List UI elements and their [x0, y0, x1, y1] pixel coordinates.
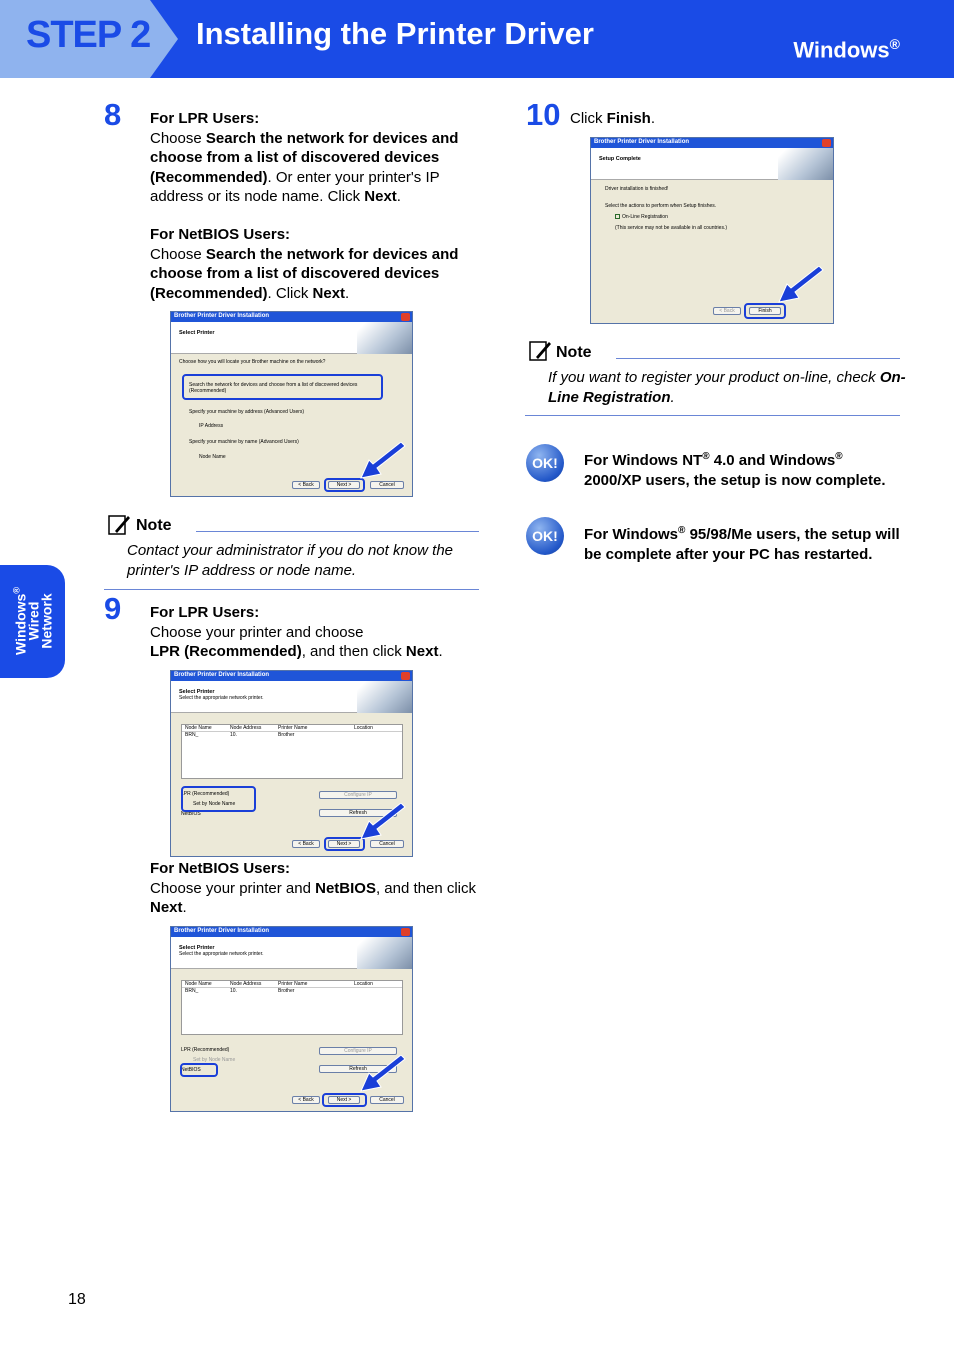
ok-badge-icon: OK! [526, 517, 564, 555]
back-button[interactable]: < Back [713, 307, 741, 315]
decorative-graphic [357, 322, 412, 354]
pointer-arrow-icon [359, 803, 409, 843]
step-label: STEP 2 [26, 14, 151, 56]
decorative-graphic [357, 681, 412, 713]
note-divider-bottom [525, 415, 900, 416]
close-icon [401, 313, 410, 321]
ok-badge-icon: OK! [526, 444, 564, 482]
os-label: Windows® [793, 36, 900, 63]
note-heading: Note [136, 517, 172, 534]
refresh-button[interactable]: Refresh [319, 809, 397, 817]
note-heading: Note [556, 344, 592, 361]
page-header [0, 0, 954, 78]
step9-lpr-text: For LPR Users: Choose your printer and choose LPR (Recommended), and then click Next. [150, 604, 443, 660]
close-icon [401, 672, 410, 680]
highlight-lpr [181, 786, 256, 812]
refresh-button[interactable]: Refresh [319, 1065, 397, 1073]
step9-netbios-text: For NetBIOS Users: Choose your printer and NetBIOS, and then click Next. [150, 860, 477, 916]
cancel-button[interactable]: Cancel [370, 840, 404, 848]
printer-list[interactable]: Node Name Node Address Printer Name Location BRN_ 10. Brother [181, 724, 403, 779]
online-registration-checkbox[interactable]: On-Line Registration [605, 212, 819, 223]
decorative-graphic [778, 148, 833, 180]
page-number: 18 [68, 1291, 86, 1308]
pointer-arrow-icon [777, 266, 827, 306]
highlight-next [322, 1093, 367, 1107]
note-pencil-icon [107, 513, 131, 537]
back-button[interactable]: < Back [292, 481, 320, 489]
screenshot-lpr: Brother Printer Driver Installation Select Printer Select the appropriate network printer. Node Name Node Address Printer Name Location BRN_ 10. Brother LPR (Recommended) Set by Node Name NetBIOS Configure IP Refresh < Back Next > Cancel [170, 670, 413, 857]
highlight-netbios [180, 1063, 218, 1077]
ok-message-nt: For Windows NT® 4.0 and Windows® 2000/XP users, the setup is now complete. [584, 451, 886, 489]
note-pencil-icon [528, 339, 552, 363]
step-number-8: 8 [104, 97, 122, 132]
step-number-9: 9 [104, 591, 122, 626]
cancel-button[interactable]: Cancel [370, 481, 404, 489]
note-divider [196, 531, 479, 532]
table-row[interactable]: BRN_ 10. Brother [185, 732, 295, 738]
step10-text: Click Finish. [570, 110, 656, 127]
configure-ip-button[interactable]: Configure IP [319, 791, 397, 799]
note-divider-bottom [104, 589, 479, 590]
step8-netbios-text: For NetBIOS Users: Choose Search the network for devices and choose from a list of discovered devices (Recommended). Click Next. [150, 226, 459, 302]
note-divider [616, 358, 900, 359]
printer-list[interactable]: Node Name Node Address Printer Name Location BRN_ 10. Brother [181, 980, 403, 1035]
step-number-10: 10 [526, 97, 561, 132]
next-button[interactable]: Next > [328, 840, 360, 848]
next-button[interactable]: Next > [328, 1096, 360, 1104]
page-title: Installing the Printer Driver [196, 16, 594, 51]
pointer-arrow-icon [359, 442, 409, 482]
table-row[interactable]: BRN_ 10. Brother [185, 988, 295, 994]
next-button[interactable]: Next > [328, 481, 360, 489]
close-icon [401, 928, 410, 936]
screenshot-setup-complete: Brother Printer Driver Installation Setup Complete Driver installation is finished! Select the actions to perform when Setup finishes. On-Line Registration (This service may not be available in all countries.) < Back Finish [590, 137, 834, 324]
note-body: Contact your administrator if you do not know the printer's IP address or node name. [127, 542, 454, 579]
configure-ip-button[interactable]: Configure IP [319, 1047, 397, 1055]
side-tab-label: Windows® Wired Network [11, 587, 55, 655]
screenshot-netbios: Brother Printer Driver Installation Select Printer Select the appropriate network printer. Node Name Node Address Printer Name Location BRN_ 10. Brother LPR (Recommended) Set by Node Name NetBIOS Configure IP Refresh < Back Next > Cancel [170, 926, 413, 1112]
pointer-arrow-icon [359, 1055, 409, 1095]
back-button[interactable]: < Back [292, 1096, 320, 1104]
step8-lpr-text: For LPR Users: Choose Search the network for devices and choose from a list of discovered devices (Recommended). Or enter your printer's IP address or its node name. Click Next. [150, 110, 459, 205]
finish-button[interactable]: Finish [749, 307, 781, 315]
ok-message-9x: For Windows® 95/98/Me users, the setup will be complete after your PC has restarted. [584, 525, 900, 563]
back-button[interactable]: < Back [292, 840, 320, 848]
note-body: If you want to register your product on-line, check On-Line Registration. [548, 369, 906, 406]
decorative-graphic [357, 937, 412, 969]
cancel-button[interactable]: Cancel [370, 1096, 404, 1104]
close-icon [822, 139, 831, 147]
screenshot-select-printer: Brother Printer Driver Installation Select Printer Choose how you will locate your Brother machine on the network? Search the network for devices and choose from a list of discovered devices (Recommended) Specify your machine by address (Advanced Users) IP Address Specify your machine by name (Advanced Users) Node Name < Back Next > Cancel [170, 311, 413, 497]
dialog-titlebar: Brother Printer Driver Installation [171, 312, 412, 322]
highlight-option [182, 374, 383, 400]
